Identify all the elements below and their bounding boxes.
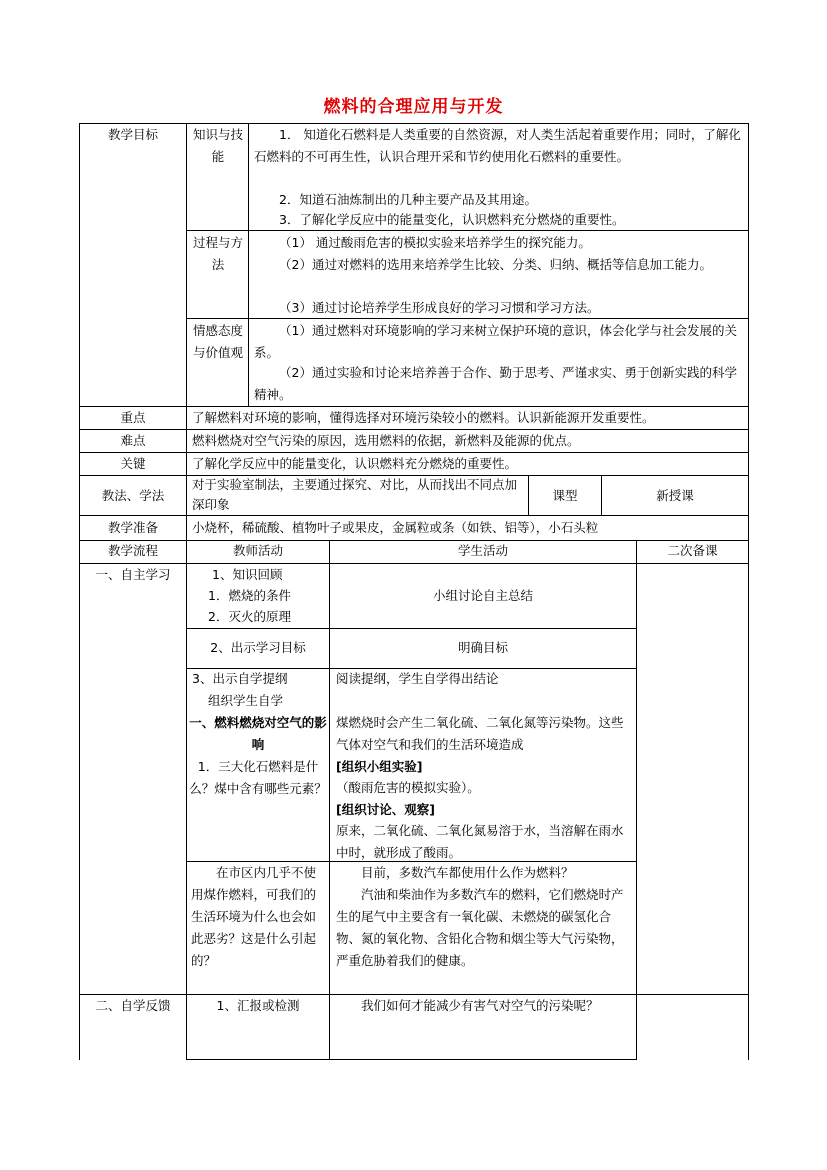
emotion-line-1: （1）通过燃料对环境影响的学习来树立保护环境的意识，体会化学与社会发展的关系。 — [254, 323, 737, 360]
page-title: 燃料的合理应用与开发 — [323, 97, 504, 117]
methods-text: 对于实验室制法，主要通过探究、对比，从而找出不同点加深印象 — [192, 477, 518, 512]
prep-label: 教学准备 — [107, 520, 158, 535]
knowledge-line-2: 2．知道石油炼制出的几种主要产品及其用途。 — [279, 192, 537, 207]
crux-text: 了解化学反应中的能量变化，认识燃料充分燃烧的重要性。 — [192, 456, 518, 471]
student-conclusion: 原来，二氧化硫、二氧化氮易溶于水，当溶解在雨水中时，就形成了酸雨。 — [336, 823, 624, 860]
teacher-section-heading: 一、燃料燃烧对空气的影响 — [189, 715, 327, 752]
teacher-review-item-2: 2．灭火的原理 — [208, 609, 291, 624]
student-outline-line-1: 阅读提纲，学生自学得出结论 — [336, 671, 499, 686]
methods-label: 教法、学法 — [101, 488, 165, 503]
student-acid-rain-sim: （酸雨危害的模拟实验）。 — [336, 780, 480, 795]
student-fuel-question: 目前，多数汽车都使用什么作为燃料？ — [361, 865, 574, 880]
stage-2-name: 二、自学反馈 — [95, 998, 171, 1013]
process-label: 过程与方法 — [192, 235, 243, 272]
teacher-report: 1、汇报或检测 — [216, 998, 300, 1013]
process-line-1: （1） 通过酸雨危害的模拟实验来培养学生的探究能力。 — [279, 235, 591, 250]
teacher-question-2: 在市区内几乎不使用煤作燃料，可我们的生活环境为什么也会如此恶劣？这是什么引起的？ — [191, 865, 317, 968]
emotion-label: 情感态度与价值观 — [192, 323, 243, 360]
key-text: 了解燃料对环境的影响，懂得选择对环境污染较小的燃料。认识新能源开发重要性。 — [192, 410, 655, 425]
knowledge-label: 知识与技能 — [192, 127, 243, 164]
difficulty-text: 燃料燃烧对空气污染的原因，选用燃料的依据，新燃料及能源的优点。 — [192, 433, 580, 448]
difficulty-label: 难点 — [120, 433, 146, 448]
header-teacher: 教师活动 — [232, 543, 283, 558]
stage-1-name: 一、自主学习 — [95, 567, 171, 582]
header-notes: 二次备课 — [667, 543, 718, 558]
header-student: 学生活动 — [457, 543, 508, 558]
student-fuel-answer: 汽油和柴油作为多数汽车的燃料，它们燃烧时产生的尾气中主要含有一氧化碳、未燃烧的碳氢化合物、氮的氧化物、含铅化合物和烟尘等大气污染物，严重危胁着我们的健康。 — [336, 887, 624, 968]
teacher-question-1: 1．三大化石燃料是什么？煤中含有哪些元素？ — [189, 759, 327, 796]
header-flow: 教学流程 — [107, 543, 158, 558]
student-reduce-pollution: 我们如何才能减少有害气对空气的污染呢？ — [361, 998, 599, 1013]
student-outline-line-2: 煤燃烧时会产生二氧化硫、二氧化氮等污染物。这些气体对空气和我们的生活环境造成 — [336, 715, 624, 752]
course-type-label: 课型 — [552, 488, 578, 503]
key-label: 重点 — [120, 410, 146, 425]
knowledge-line-1: 1． 知道化石燃料是人类重要的自然资源，对人类生活起着重要作用；同时，了解化石燃料的不可再生性，认识合理开采和节约使用化石燃料的重要性。 — [254, 127, 741, 164]
prep-text: 小烧杯，稀硫酸、植物叶子或果皮，金属粒或条（如铁、铝等），小石头粒 — [192, 520, 599, 535]
process-line-2: （2）通过对燃料的选用来培养学生比较、分类、归纳、概括等信息加工能力。 — [279, 257, 712, 272]
teacher-outline-1: 3、出示自学提纲 — [192, 671, 288, 686]
emotion-line-2: （2）通过实验和讨论来培养善于合作、勤于思考、严谨求实、勇于创新实践的科学精神。 — [254, 365, 737, 402]
student-row-1: 小组讨论自主总结 — [432, 588, 533, 603]
process-line-3: （3）通过讨论培养学生形成良好的学习习惯和学习方法。 — [279, 300, 600, 315]
crux-label: 关键 — [120, 456, 146, 471]
student-group-experiment: [组织小组实验] — [336, 759, 423, 774]
teacher-review-item-1: 1．燃烧的条件 — [208, 588, 291, 603]
teacher-outline-2: 组织学生自学 — [208, 693, 284, 708]
course-type-value: 新授课 — [656, 488, 694, 503]
teacher-goals: 2、出示学习目标 — [210, 640, 306, 655]
teacher-review-title: 1、知识回顾 — [212, 567, 283, 582]
student-discuss-observe: [组织讨论、观察] — [336, 802, 435, 817]
knowledge-line-3: 3．了解化学反应中的能量变化，认识燃料充分燃烧的重要性。 — [279, 212, 625, 227]
objectives-label: 教学目标 — [107, 127, 158, 142]
student-row-2: 明确目标 — [457, 640, 508, 655]
